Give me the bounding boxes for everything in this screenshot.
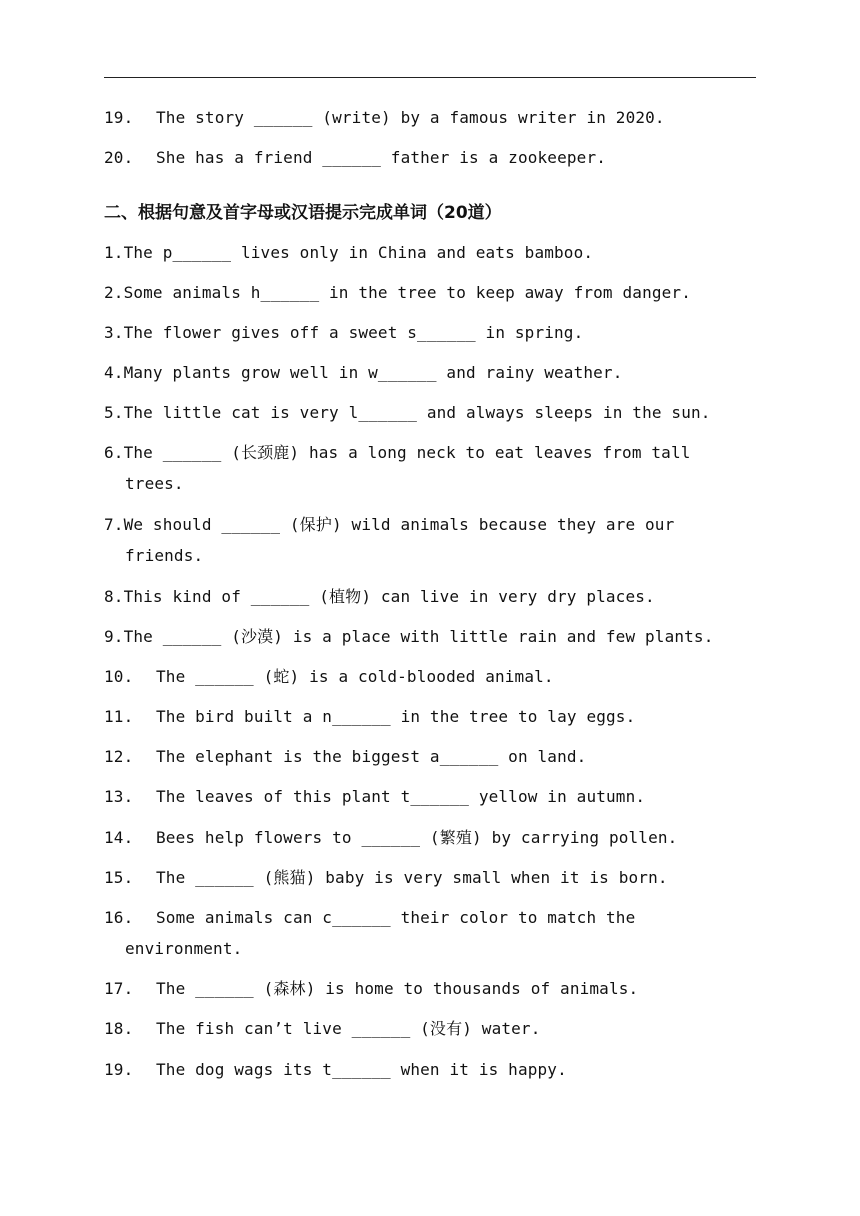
- item-number: 11.: [104, 707, 134, 726]
- item-number: 8.: [104, 587, 124, 606]
- item-number: 20.: [104, 148, 134, 167]
- item-text-continuation: trees.: [125, 474, 184, 493]
- exercise-item: [104, 707, 635, 727]
- section-title: 二、根据句意及首字母或汉语提示完成单词（20道）: [104, 203, 502, 223]
- item-text: This kind of ______ (植物) can live in very dry places.: [123, 587, 655, 606]
- item-text: Some animals can c______ their color to match the: [156, 908, 636, 927]
- exercise-item: [104, 747, 586, 767]
- item-text: The ______ (沙漠) is a place with little rain and few plants.: [123, 627, 714, 646]
- item-number: 19.: [104, 108, 134, 127]
- exercise-item: [104, 363, 623, 383]
- item-number: 10.: [104, 667, 134, 686]
- item-text: Some animals h______ in the tree to keep away from danger.: [123, 283, 691, 302]
- exercise-item: [104, 1060, 567, 1080]
- item-text: The leaves of this plant t______ yellow in autumn.: [156, 787, 646, 806]
- item-text: The little cat is very l______ and always sleeps in the sun.: [123, 403, 711, 422]
- item-number: 5.: [104, 403, 124, 422]
- item-text: The ______ (蛇) is a cold-blooded animal.: [156, 667, 554, 686]
- item-number: 17.: [104, 979, 134, 998]
- exercise-item: [104, 283, 691, 303]
- exercise-item: [104, 787, 645, 807]
- item-text-continuation: friends.: [125, 546, 204, 565]
- item-text: The dog wags its t______ when it is happy.: [156, 1060, 567, 1079]
- item-number: 14.: [104, 828, 134, 847]
- item-number: 16.: [104, 908, 134, 927]
- header-rule: [104, 77, 756, 78]
- exercise-item: [104, 868, 668, 888]
- exercise-item: [104, 243, 593, 263]
- item-text: Many plants grow well in w______ and rainy weather.: [123, 363, 623, 382]
- exercise-item: [104, 403, 711, 423]
- exercise-item: [104, 443, 744, 494]
- exercise-item: [104, 627, 714, 647]
- exercise-item: [104, 587, 655, 607]
- item-text: The elephant is the biggest a______ on land.: [156, 747, 587, 766]
- exercise-item: [104, 108, 665, 128]
- item-text: The ______ (长颈鹿) has a long neck to eat leaves from tall: [123, 443, 691, 462]
- item-text: Bees help flowers to ______ (繁殖) by carrying pollen.: [156, 828, 678, 847]
- item-text: The ______ (熊猫) baby is very small when it is born.: [156, 868, 668, 887]
- item-text: The bird built a n______ in the tree to lay eggs.: [156, 707, 636, 726]
- item-number: 9.: [104, 627, 124, 646]
- item-text: The flower gives off a sweet s______ in spring.: [123, 323, 584, 342]
- item-text: The ______ (森林) is home to thousands of animals.: [156, 979, 639, 998]
- exercise-item: [104, 148, 606, 168]
- item-number: 19.: [104, 1060, 134, 1079]
- exercise-item: [104, 908, 744, 959]
- item-number: 3.: [104, 323, 124, 342]
- item-text: The p______ lives only in China and eats bamboo.: [123, 243, 594, 262]
- item-number: 4.: [104, 363, 124, 382]
- item-text: She has a friend ______ father is a zookeeper.: [156, 148, 607, 167]
- exercise-item: [104, 1019, 540, 1039]
- item-number: 12.: [104, 747, 134, 766]
- item-text: We should ______ (保护) wild animals because they are our: [123, 515, 675, 534]
- exercise-item: [104, 979, 638, 999]
- item-number: 1.: [104, 243, 124, 262]
- exercise-item: [104, 667, 554, 687]
- item-number: 6.: [104, 443, 124, 462]
- item-number: 2.: [104, 283, 124, 302]
- item-text: The fish can’t live ______ (没有) water.: [156, 1019, 541, 1038]
- exercise-item: [104, 828, 677, 848]
- item-number: 15.: [104, 868, 134, 887]
- item-number: 7.: [104, 515, 124, 534]
- exercise-item: [104, 323, 583, 343]
- item-number: 18.: [104, 1019, 134, 1038]
- exercise-item: [104, 515, 744, 566]
- item-text: The story ______ (write) by a famous writer in 2020.: [156, 108, 665, 127]
- item-text-continuation: environment.: [125, 939, 243, 958]
- item-number: 13.: [104, 787, 134, 806]
